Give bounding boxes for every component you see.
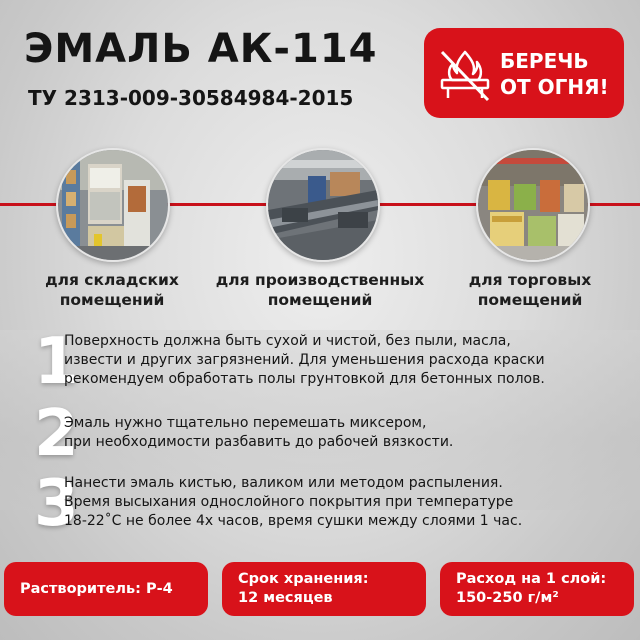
step-line: Поверхность должна быть сухой и чистой, без пыли, масла, (64, 333, 511, 349)
product-title: ЭМАЛЬ АК-114 (24, 26, 378, 72)
warehouse-photo (56, 148, 170, 262)
warning-line-1: БЕРЕЧЬ (500, 49, 589, 73)
step-text-2 (64, 414, 630, 452)
shelf-life-label: Срок хранения: (238, 571, 369, 587)
place-label-warehouse (2, 270, 222, 310)
place-label-production (210, 270, 430, 310)
step-number-2: 2 (34, 397, 79, 471)
step-text-1 (64, 332, 630, 389)
production-photo (266, 148, 380, 262)
step-number-3: 3 (34, 467, 79, 541)
place-label-line-1: для торговых (468, 271, 592, 289)
warning-line-2: ОТ ОГНЯ! (500, 75, 609, 99)
solvent-label: Растворитель: Р-4 (20, 580, 173, 597)
step-text-3 (64, 474, 630, 531)
step-line: при необходимости разбавить до рабочей вязкости. (64, 434, 454, 450)
place-label-retail (420, 270, 640, 310)
solvent-badge (4, 562, 208, 616)
step-line: 18-22˚С не более 4х часов, время сушки между слоями 1 час. (64, 513, 523, 529)
product-spec-code: ТУ 2313-009-30584984-2015 (28, 86, 354, 110)
consumption-badge (440, 562, 634, 616)
step-line: Время высыхания однослойного покрытия при температуре (64, 494, 514, 510)
place-label-line-1: для складских (45, 271, 179, 289)
no-fire-icon (436, 46, 494, 104)
retail-photo (476, 148, 590, 262)
shelf-life-badge (222, 562, 426, 616)
place-label-line-2: помещений (59, 291, 165, 309)
fire-warning-badge (424, 28, 624, 118)
step-line: извести и других загрязнений. Для уменьшения расхода краски (64, 352, 545, 368)
step-line: Нанести эмаль кистью, валиком или методом распыления. (64, 475, 503, 491)
place-label-line-1: для производственных (215, 271, 425, 289)
consumption-label: Расход на 1 слой: (456, 571, 607, 587)
place-label-line-2: помещений (477, 291, 583, 309)
step-line: рекомендуем обработать полы грунтовкой для бетонных полов. (64, 371, 545, 387)
place-label-line-2: помещений (267, 291, 373, 309)
step-number-1: 1 (34, 325, 79, 399)
step-line: Эмаль нужно тщательно перемешать миксером, (64, 415, 427, 431)
consumption-value: 150-250 г/м² (456, 590, 559, 606)
shelf-life-value: 12 месяцев (238, 590, 333, 606)
